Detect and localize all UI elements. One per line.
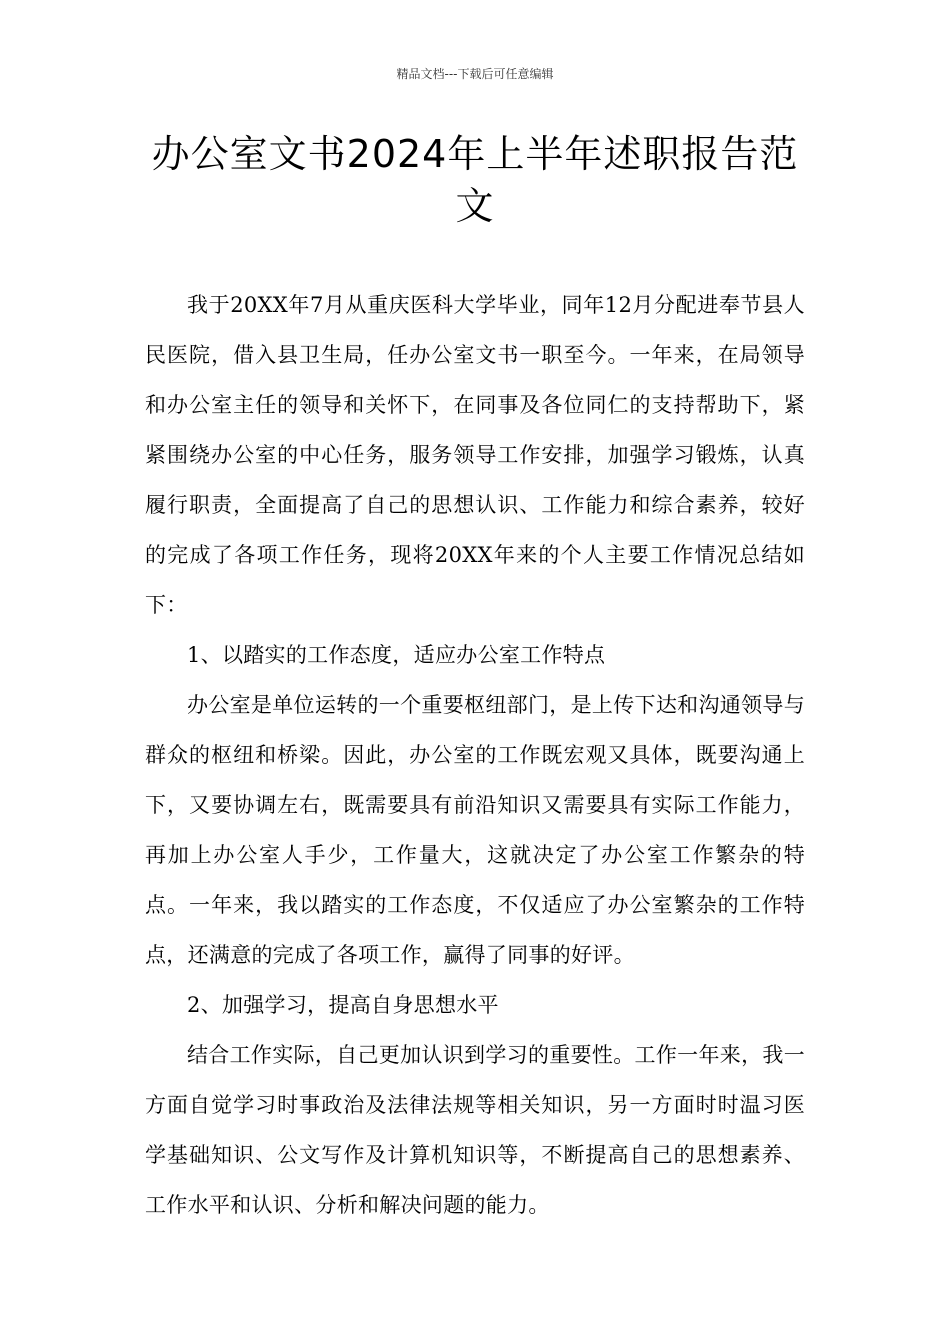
section-2-paragraph: 结合工作实际，自己更加认识到学习的重要性。工作一年来，我一方面自觉学习时事政治及法律法规等相关知识，另一方面时时温习医学基础知识、公文写作及计算机知识等，不断提高自己的思想素养、工作水平和认识、分析和解决问题的能力。 [145,1043,805,1217]
header-note: 精品文档---下载后可任意编辑 [396,67,554,81]
document-body [145,280,805,1230]
intro-paragraph: 我于20XX年7月从重庆医科大学毕业，同年12月分配进奉节县人民医院，借入县卫生局，任办公室文书一职至今。一年来，在局领导和办公室主任的领导和关怀下，在同事及各位同仁的支持帮助下，紧紧围绕办公室的中心任务，服务领导工作安排，加强学习锻炼，认真履行职责，全面提高了自己的思想认识、工作能力和综合素养，较好的完成了各项工作任务，现将20XX年来的个人主要工作情况总结如下： [145,293,805,617]
section-1-paragraph: 办公室是单位运转的一个重要枢纽部门，是上传下达和沟通领导与群众的枢纽和桥梁。因此，办公室的工作既宏观又具体，既要沟通上下，又要协调左右，既需要具有前沿知识又需要具有实际工作能力，再加上办公室人手少，工作量大，这就决定了办公室工作繁杂的特点。一年来，我以踏实的工作态度，不仅适应了办公室繁杂的工作特点，还满意的完成了各项工作，赢得了同事的好评。 [145,693,805,967]
section-heading-2: 2、加强学习，提高自身思想水平 [187,993,499,1017]
section-heading-1: 1、以踏实的工作态度，适应办公室工作特点 [187,643,606,667]
document-title: 办公室文书2024年上半年述职报告范文 [151,132,799,228]
